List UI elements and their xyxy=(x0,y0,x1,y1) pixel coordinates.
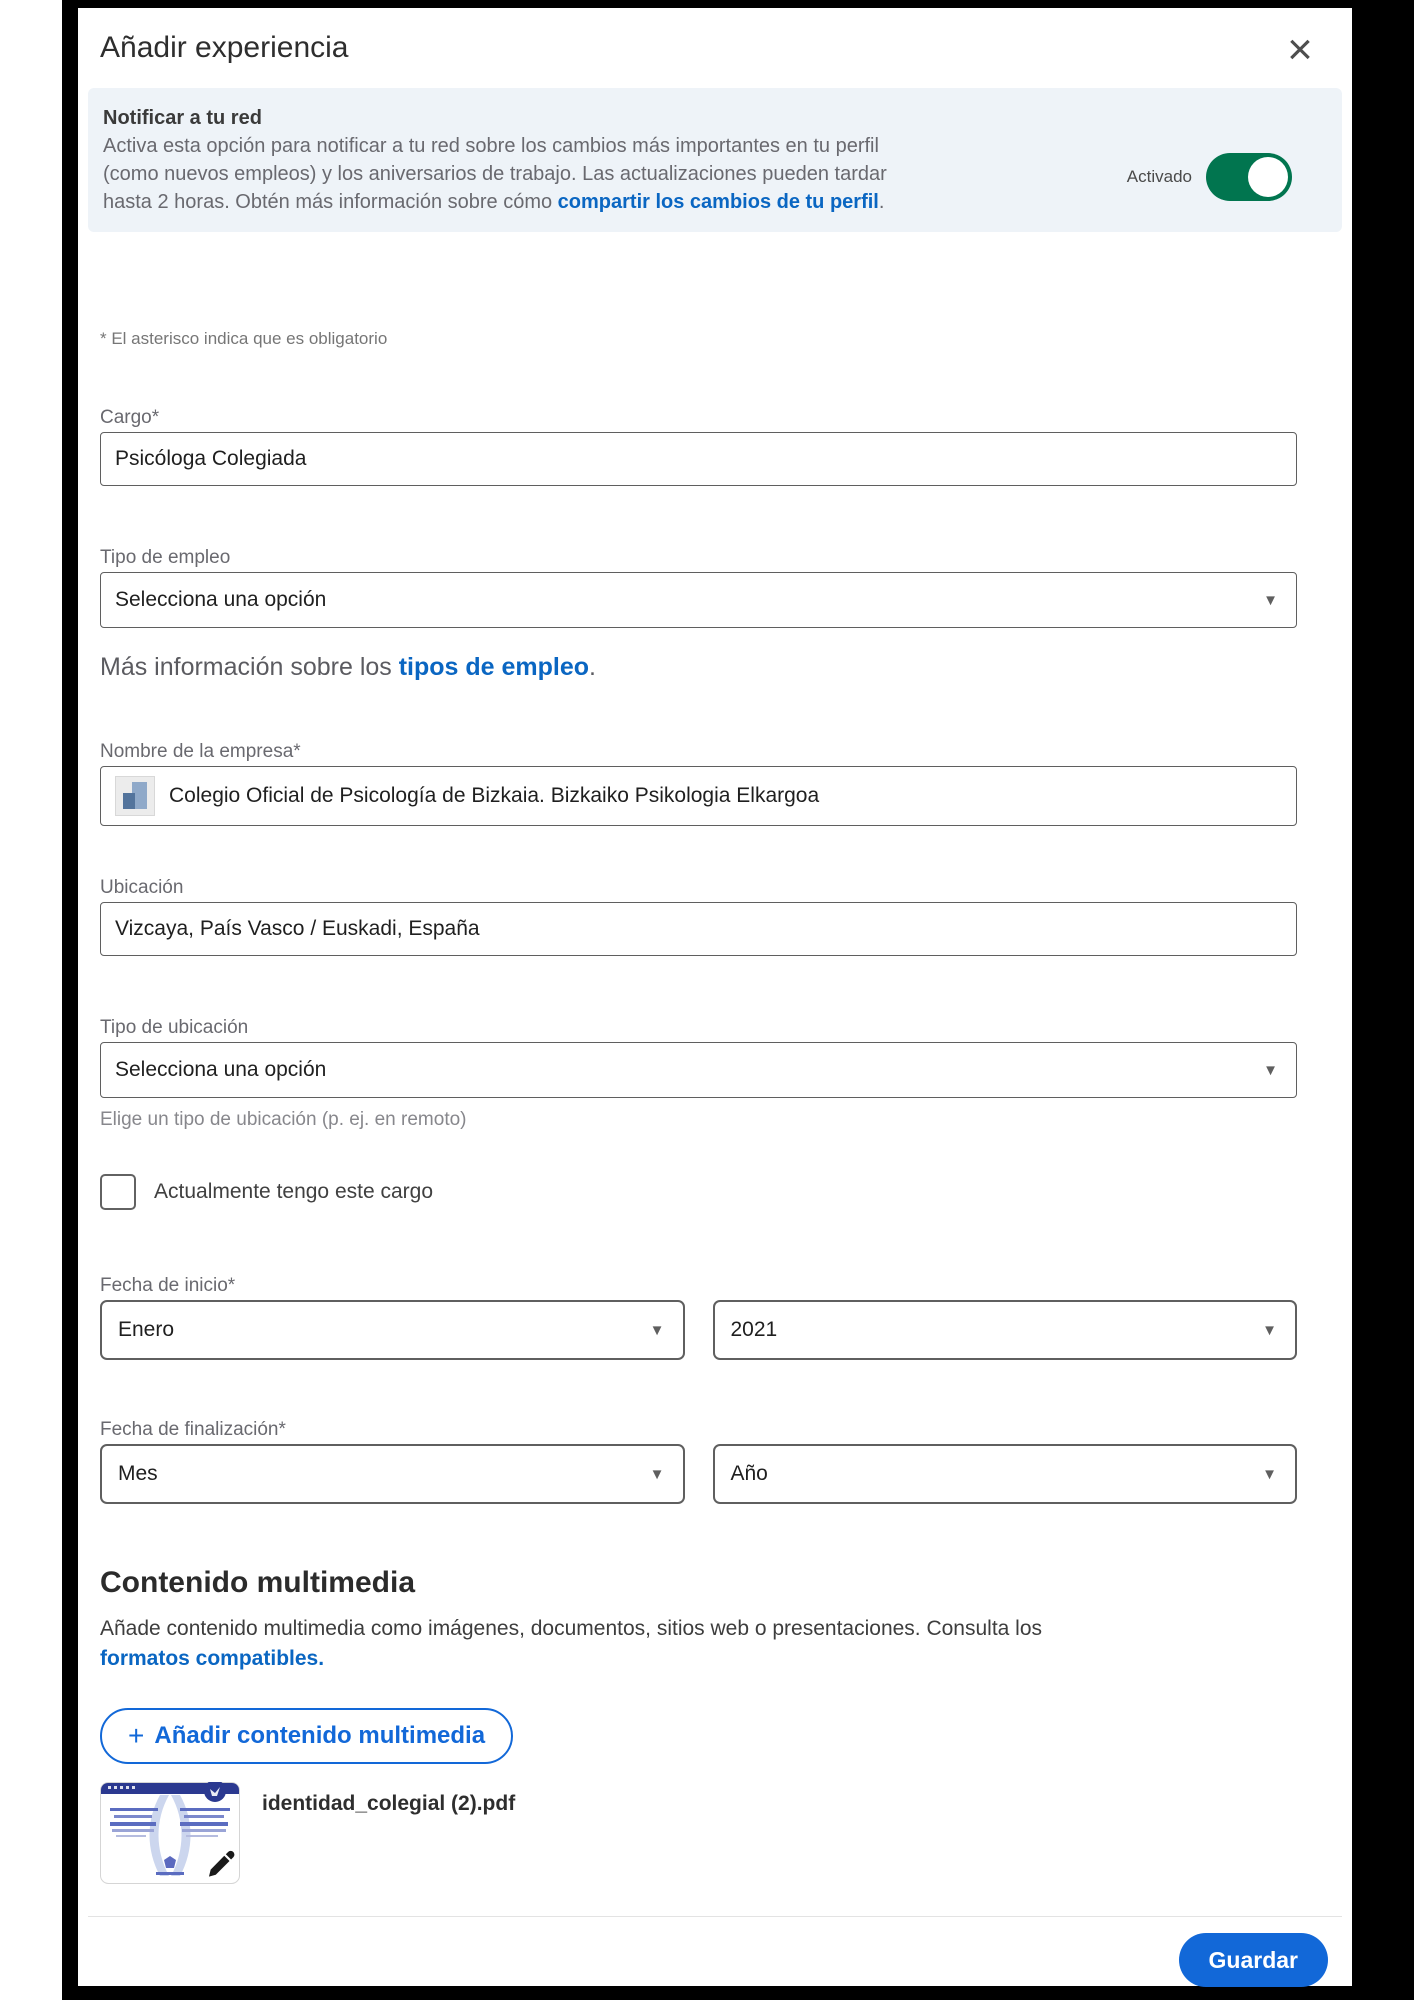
end-date-label: Fecha de finalización* xyxy=(100,1419,286,1440)
company-label: Nombre de la empresa* xyxy=(100,741,301,762)
attachment-filename: identidad_colegial (2).pdf xyxy=(262,1792,516,1815)
end-year-value: Año xyxy=(730,1462,768,1485)
employment-type-select[interactable] xyxy=(100,572,1297,628)
cargo-value: Psicóloga Colegiada xyxy=(115,447,307,470)
close-button[interactable] xyxy=(1276,26,1324,74)
notify-body-text: Activa esta opción para notificar a tu red sobre los cambios más importantes en tu perfil (como nuevos empleos) y los aniversarios de trabajo. Las actualizaciones pueden tardar hasta 2 horas. Obtén más información sobre cómo xyxy=(103,135,887,213)
save-button[interactable]: Guardar xyxy=(1179,1933,1328,1987)
chevron-down-icon: ▼ xyxy=(1263,1061,1278,1079)
chevron-down-icon: ▼ xyxy=(649,1321,665,1339)
location-type-helper: Elige un tipo de ubicación (p. ej. en remoto) xyxy=(100,1109,467,1130)
form-content xyxy=(78,328,1352,1884)
end-year-select[interactable] xyxy=(713,1444,1298,1504)
add-media-button[interactable] xyxy=(100,1708,513,1764)
employment-type-info-prefix: Más información sobre los xyxy=(100,653,399,681)
start-year-value: 2021 xyxy=(730,1318,778,1341)
current-role-row xyxy=(100,1174,1297,1210)
supported-formats-link[interactable]: formatos compatibles. xyxy=(100,1647,325,1670)
employment-type-info xyxy=(100,650,1297,684)
attachment-thumbnail[interactable] xyxy=(100,1782,240,1884)
toggle-knob-icon xyxy=(1248,157,1288,197)
attachment-row xyxy=(100,1782,1297,1884)
current-role-label: Actualmente tengo este cargo xyxy=(154,1180,434,1203)
toggle-state-label: Activado xyxy=(1126,167,1192,186)
share-profile-changes-link[interactable]: compartir los cambios de tu perfil xyxy=(557,191,879,213)
location-label: Ubicación xyxy=(100,877,184,898)
cargo-input[interactable] xyxy=(100,432,1297,486)
screenshot-frame xyxy=(62,0,1414,2000)
close-icon: × xyxy=(1287,25,1313,74)
notify-network-box xyxy=(88,88,1342,232)
start-year-select[interactable] xyxy=(713,1300,1298,1360)
notify-text xyxy=(103,104,939,216)
end-month-select[interactable] xyxy=(100,1444,685,1504)
notify-body-period: . xyxy=(878,191,885,213)
add-media-button-label: Añadir contenido multimedia xyxy=(154,1722,486,1749)
pencil-icon xyxy=(204,1848,238,1882)
start-date-label: Fecha de inicio* xyxy=(100,1275,236,1296)
end-month-value: Mes xyxy=(118,1462,158,1485)
start-month-select[interactable] xyxy=(100,1300,685,1360)
modal-title: Añadir experiencia xyxy=(100,31,349,64)
start-date-row xyxy=(100,1300,1297,1360)
notify-network-toggle[interactable] xyxy=(1206,153,1292,201)
notify-toggle-group xyxy=(1127,153,1292,201)
chevron-down-icon: ▼ xyxy=(649,1465,665,1483)
location-type-select[interactable] xyxy=(100,1042,1297,1098)
chevron-down-icon: ▼ xyxy=(1263,591,1278,609)
location-type-label: Tipo de ubicación xyxy=(100,1017,249,1038)
start-month-value: Enero xyxy=(118,1318,175,1341)
add-experience-modal xyxy=(78,8,1352,1986)
modal-footer xyxy=(78,1917,1352,1987)
end-date-row xyxy=(100,1444,1297,1504)
media-description-text: Añade contenido multimedia como imágenes, documentos, sitios web o presentaciones. Consulta los xyxy=(100,1617,1043,1640)
notify-body xyxy=(103,132,939,216)
edit-attachment-button[interactable] xyxy=(204,1848,238,1882)
employment-types-link[interactable]: tipos de empleo xyxy=(398,653,590,681)
current-role-checkbox[interactable] xyxy=(100,1174,136,1210)
employment-type-info-suffix: . xyxy=(589,653,596,681)
cargo-label: Cargo* xyxy=(100,407,160,428)
company-logo-icon xyxy=(115,776,155,816)
media-section-heading: Contenido multimedia xyxy=(100,1566,415,1599)
location-value: Vizcaya, País Vasco / Euskadi, España xyxy=(115,917,480,940)
chevron-down-icon: ▼ xyxy=(1262,1465,1277,1483)
employment-type-label: Tipo de empleo xyxy=(100,547,231,568)
chevron-down-icon: ▼ xyxy=(1262,1321,1277,1339)
location-input[interactable] xyxy=(100,902,1297,956)
required-note: * El asterisco indica que es obligatorio xyxy=(100,329,388,348)
company-value: Colegio Oficial de Psicología de Bizkaia. Bizkaiko Psikologia Elkargoa xyxy=(169,784,820,807)
modal-header xyxy=(78,8,1352,74)
notify-title: Notificar a tu red xyxy=(103,107,262,129)
plus-icon: + xyxy=(128,1720,145,1751)
employment-type-value: Selecciona una opción xyxy=(115,588,327,611)
company-input[interactable] xyxy=(100,766,1297,826)
media-description xyxy=(100,1614,1220,1674)
location-type-value: Selecciona una opción xyxy=(115,1058,327,1081)
